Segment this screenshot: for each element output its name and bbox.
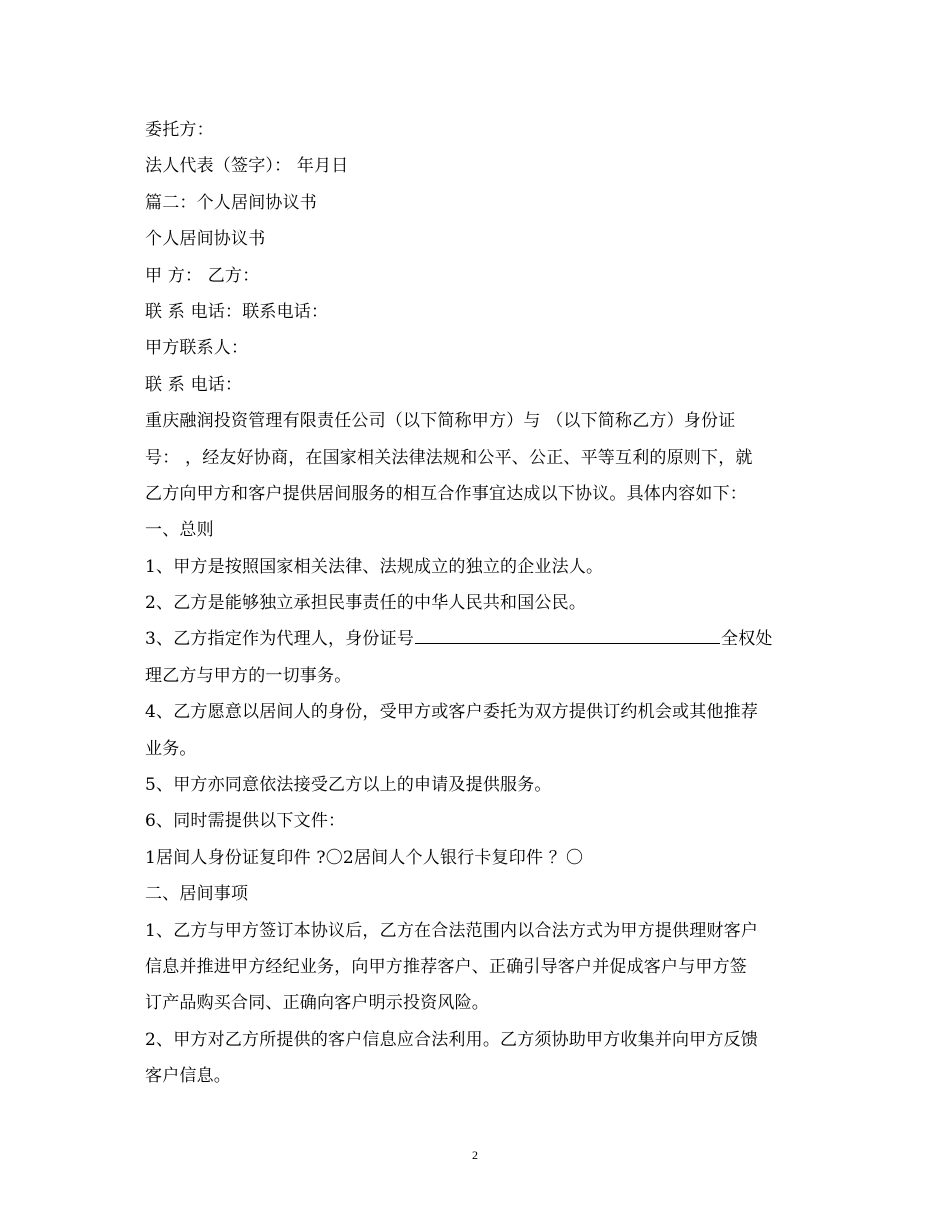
- clause-line: 1、甲方是按照国家相关法律、法规成立的独立的企业法人。: [145, 556, 604, 577]
- clause-line: 2、乙方是能够独立承担民事责任的中华人民共和国公民。: [145, 593, 587, 614]
- text-line: 乙方向甲方和客户提供居间服务的相互合作事宜达成以下协议。具体内容如下：: [145, 483, 747, 504]
- document-body: [145, 112, 810, 1095]
- text-line: 联 系 电话：: [145, 374, 243, 395]
- page-number: 2: [472, 1148, 478, 1162]
- section-heading: 篇二：个人居间协议书: [145, 192, 317, 213]
- text-line: 信息并推进甲方经纪业务，向甲方推荐客户、正确引导客户并促成客户与甲方签: [145, 956, 747, 977]
- text-line: 重庆融润投资管理有限责任公司（以下简称甲方）与 （以下简称乙方）身份证: [145, 411, 736, 432]
- clause-line: 6、同时需提供以下文件：: [145, 811, 346, 832]
- clause-prefix: 3、乙方指定作为代理人，身份证号: [145, 629, 415, 650]
- clause-line: 1、乙方与甲方签订本协议后，乙方在合法范围内以合法方式为甲方提供理财客户: [145, 920, 759, 941]
- text-line: 委托方：: [145, 120, 214, 140]
- section-heading: 一、总则: [145, 520, 214, 541]
- text-line: 理乙方与甲方的一切事务。: [145, 665, 352, 686]
- fill-in-blank: [415, 629, 720, 644]
- text-line: 订产品购买合同、正确向客户明示投资风险。: [145, 993, 489, 1014]
- text-line: 甲方联系人：: [145, 338, 249, 359]
- document-title: 个人居间协议书: [145, 229, 266, 250]
- text-line: 法人代表（签字）： 年月日: [145, 156, 349, 177]
- clause-line: [145, 621, 810, 657]
- text-line: 业务。: [145, 738, 197, 759]
- text-line: 客户信息。: [145, 1066, 231, 1087]
- clause-line: 2、甲方对乙方所提供的客户信息应合法利用。乙方须协助甲方收集并向甲方反馈: [145, 1029, 759, 1050]
- text-line: 联 系 电话：联系电话：: [145, 301, 329, 322]
- text-line: 甲 方： 乙方：: [145, 265, 260, 286]
- clause-suffix: 全权处: [721, 629, 773, 650]
- text-line: 1居间人身份证复印件 ?〇2居间人个人银行卡复印件 ？〇: [145, 847, 584, 868]
- clause-line: 5、甲方亦同意依法接受乙方以上的申请及提供服务。: [145, 775, 552, 796]
- text-line: 号： ，经友好协商，在国家相关法律法规和公平、公正、平等互利的原则下，就: [145, 447, 753, 468]
- clause-line: 4、乙方愿意以居间人的身份，受甲方或客户委托为双方提供订约机会或其他推荐: [145, 702, 759, 723]
- section-heading: 二、居间事项: [145, 884, 249, 905]
